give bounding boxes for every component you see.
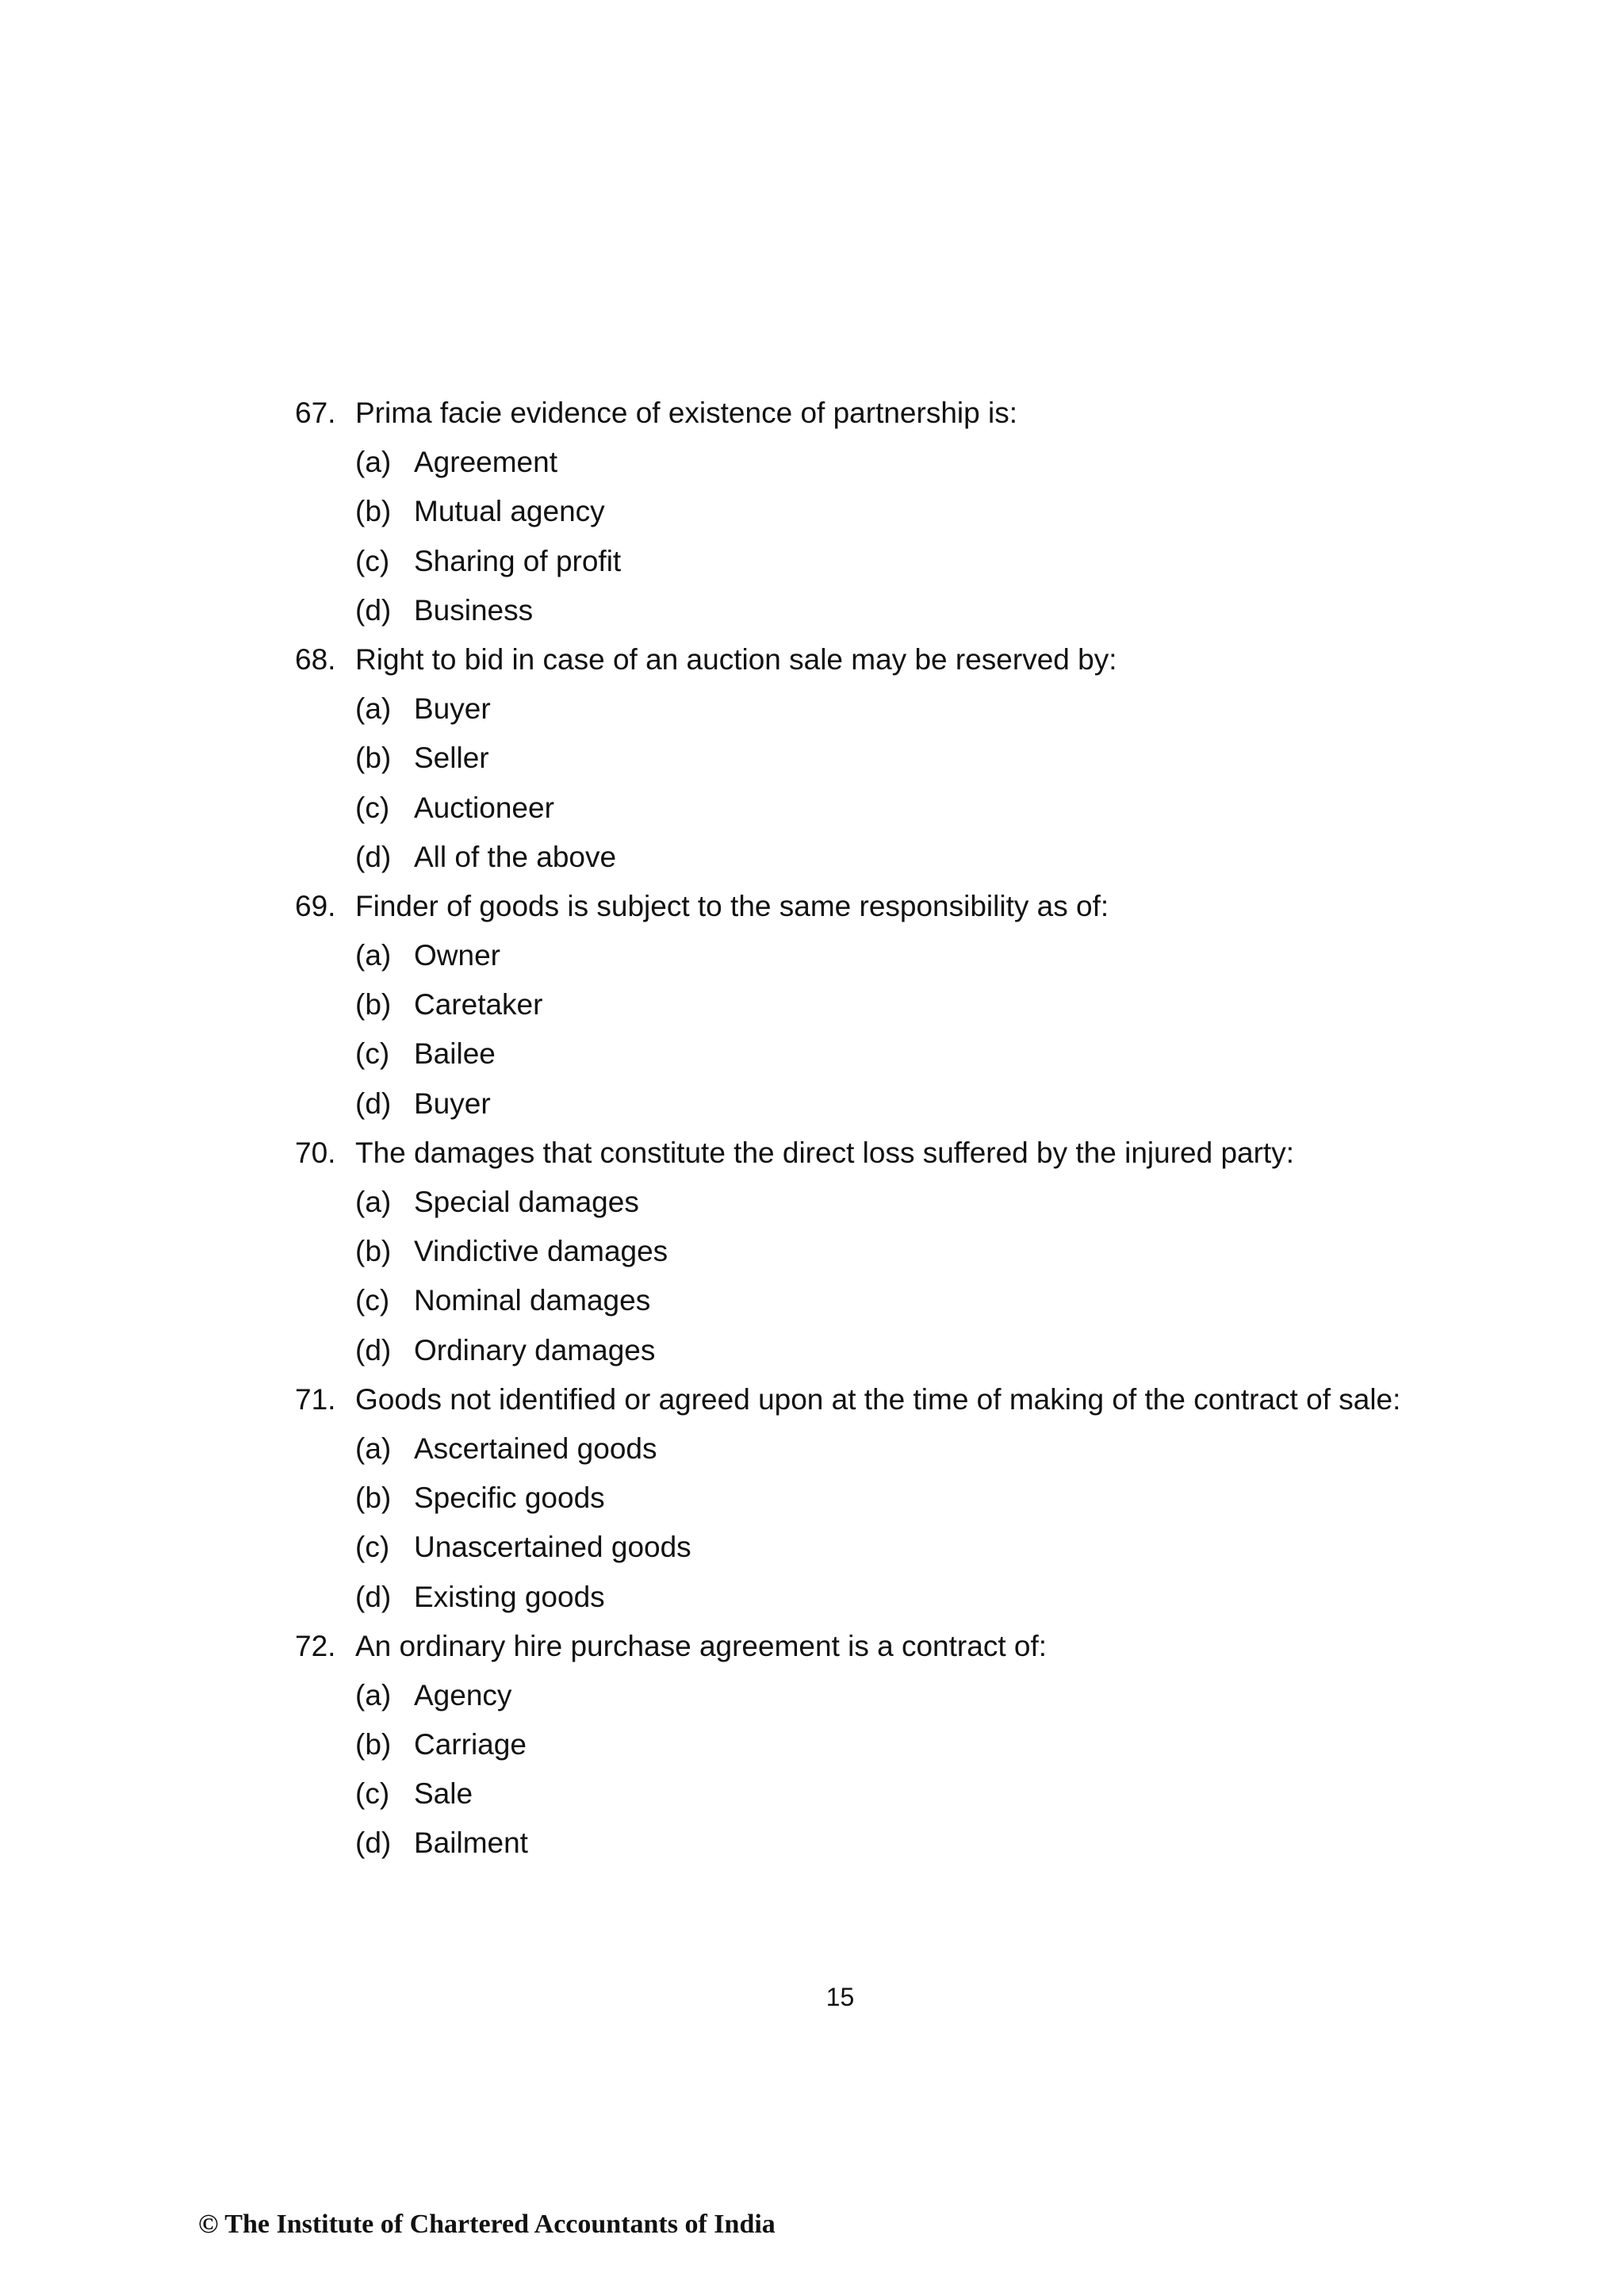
option-text: Special damages bbox=[414, 1186, 639, 1218]
option-70-d bbox=[295, 1326, 1532, 1375]
option-letter: (c) bbox=[355, 1037, 390, 1071]
question-71 bbox=[295, 1375, 1532, 1424]
question-68 bbox=[295, 635, 1532, 684]
option-text: Existing goods bbox=[414, 1580, 605, 1613]
option-text: Vindictive damages bbox=[414, 1235, 668, 1268]
page-number: 15 bbox=[825, 1983, 855, 2011]
question-number: 70. bbox=[295, 1136, 336, 1169]
option-letter: (d) bbox=[355, 1087, 392, 1120]
option-67-a bbox=[295, 438, 1532, 487]
question-text: Prima facie evidence of existence of partnership is: bbox=[355, 397, 1017, 429]
option-68-b bbox=[295, 734, 1532, 783]
question-number: 72. bbox=[295, 1629, 336, 1662]
option-72-b bbox=[295, 1720, 1532, 1769]
option-text: Agreement bbox=[414, 446, 557, 479]
option-text: Seller bbox=[414, 742, 489, 775]
option-text: Bailment bbox=[414, 1826, 528, 1860]
copyright-notice: © The Institute of Chartered Accountants of India bbox=[198, 2210, 776, 2239]
option-text: Specific goods bbox=[414, 1481, 605, 1515]
option-text: Sharing of profit bbox=[414, 544, 622, 577]
option-72-d bbox=[295, 1819, 1532, 1868]
question-number: 71. bbox=[295, 1382, 336, 1416]
option-67-b bbox=[295, 487, 1532, 536]
option-letter: (d) bbox=[355, 593, 392, 627]
option-letter: (b) bbox=[355, 988, 392, 1022]
option-72-c bbox=[295, 1769, 1532, 1819]
option-text: All of the above bbox=[414, 840, 617, 873]
option-letter: (a) bbox=[355, 1678, 392, 1711]
option-text: Owner bbox=[414, 939, 500, 972]
option-text: Auctioneer bbox=[414, 791, 554, 824]
option-letter: (a) bbox=[355, 939, 392, 972]
option-letter: (b) bbox=[355, 1481, 392, 1515]
option-text: Ordinary damages bbox=[414, 1333, 656, 1366]
option-letter: (d) bbox=[355, 1826, 392, 1860]
option-letter: (b) bbox=[355, 1728, 392, 1761]
option-letter: (c) bbox=[355, 1777, 390, 1811]
option-71-a bbox=[295, 1424, 1532, 1474]
question-number: 69. bbox=[295, 889, 336, 922]
option-69-c bbox=[295, 1029, 1532, 1079]
option-text: Buyer bbox=[414, 692, 491, 726]
option-letter: (a) bbox=[355, 446, 392, 479]
option-text: Business bbox=[414, 593, 534, 627]
option-letter: (b) bbox=[355, 495, 392, 528]
option-text: Buyer bbox=[414, 1087, 491, 1120]
option-71-d bbox=[295, 1573, 1532, 1622]
option-text: Caretaker bbox=[414, 988, 543, 1022]
option-68-d bbox=[295, 833, 1532, 882]
option-letter: (b) bbox=[355, 1235, 392, 1268]
option-70-c bbox=[295, 1276, 1532, 1325]
option-67-c bbox=[295, 537, 1532, 586]
question-67 bbox=[295, 389, 1532, 438]
question-text: Goods not identified or agreed upon at the time of making of the contract of sale: bbox=[355, 1382, 1401, 1416]
option-72-a bbox=[295, 1671, 1532, 1720]
option-text: Nominal damages bbox=[414, 1284, 651, 1317]
option-letter: (c) bbox=[355, 1531, 390, 1564]
question-72 bbox=[295, 1622, 1532, 1671]
option-letter: (c) bbox=[355, 1284, 390, 1317]
option-69-a bbox=[295, 931, 1532, 980]
question-number: 68. bbox=[295, 642, 336, 676]
option-71-b bbox=[295, 1474, 1532, 1523]
option-text: Bailee bbox=[414, 1037, 496, 1071]
option-text: Carriage bbox=[414, 1728, 527, 1761]
option-text: Sale bbox=[414, 1777, 473, 1811]
question-69 bbox=[295, 882, 1532, 931]
option-letter: (b) bbox=[355, 742, 392, 775]
option-70-a bbox=[295, 1178, 1532, 1227]
option-letter: (d) bbox=[355, 1333, 392, 1366]
question-70 bbox=[295, 1129, 1532, 1178]
option-68-c bbox=[295, 784, 1532, 833]
option-letter: (d) bbox=[355, 840, 392, 873]
question-text: Right to bid in case of an auction sale may be reserved by: bbox=[355, 642, 1117, 676]
option-text: Mutual agency bbox=[414, 495, 605, 528]
question-text: Finder of goods is subject to the same responsibility as of: bbox=[355, 889, 1109, 922]
option-70-b bbox=[295, 1227, 1532, 1276]
option-letter: (a) bbox=[355, 1186, 392, 1218]
option-letter: (c) bbox=[355, 791, 390, 824]
option-67-d bbox=[295, 586, 1532, 635]
question-text: An ordinary hire purchase agreement is a contract of: bbox=[355, 1629, 1048, 1662]
question-list bbox=[295, 389, 1532, 1869]
option-letter: (d) bbox=[355, 1580, 392, 1613]
option-text: Unascertained goods bbox=[414, 1531, 691, 1564]
option-71-c bbox=[295, 1523, 1532, 1572]
question-number: 67. bbox=[295, 397, 336, 429]
option-text: Agency bbox=[414, 1678, 512, 1711]
option-68-a bbox=[295, 684, 1532, 734]
option-letter: (a) bbox=[355, 692, 392, 726]
option-letter: (a) bbox=[355, 1432, 392, 1465]
option-letter: (c) bbox=[355, 544, 390, 577]
option-text: Ascertained goods bbox=[414, 1432, 657, 1465]
option-69-b bbox=[295, 980, 1532, 1029]
option-69-d bbox=[295, 1079, 1532, 1129]
question-text: The damages that constitute the direct loss suffered by the injured party: bbox=[355, 1136, 1294, 1169]
